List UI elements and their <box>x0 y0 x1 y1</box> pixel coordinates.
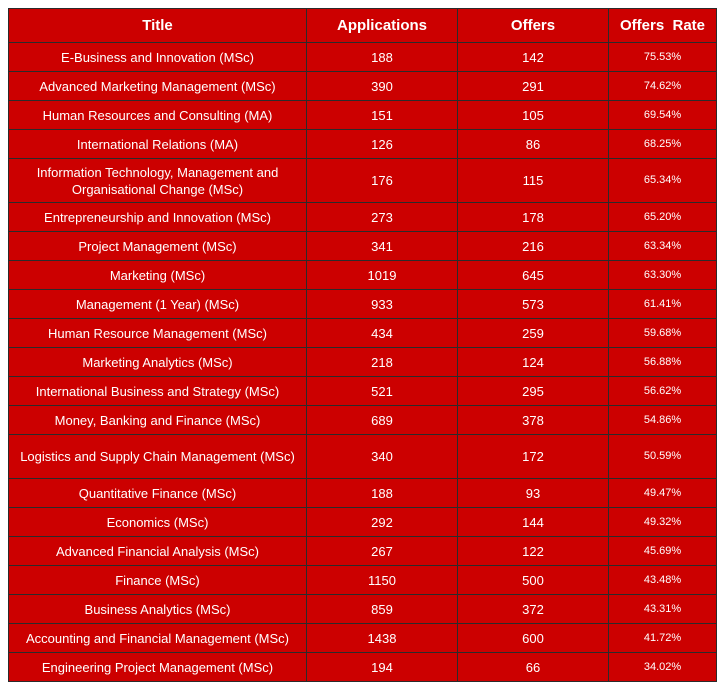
programme-title-cell: Quantitative Finance (MSc) <box>9 479 307 508</box>
applications-cell: 1150 <box>307 566 458 595</box>
applications-cell: 176 <box>307 159 458 203</box>
programme-title-cell: Accounting and Financial Management (MSc) <box>9 624 307 653</box>
programme-title-cell: Marketing Analytics (MSc) <box>9 348 307 377</box>
offers-rate-cell: 74.62% <box>609 72 717 101</box>
applications-cell: 126 <box>307 130 458 159</box>
applications-cell: 390 <box>307 72 458 101</box>
offers-rate-cell: 54.86% <box>609 406 717 435</box>
offers-rate-cell: 69.54% <box>609 101 717 130</box>
offers-cell: 573 <box>458 290 609 319</box>
offers-rate-cell: 49.32% <box>609 508 717 537</box>
applications-cell: 267 <box>307 537 458 566</box>
offers-rate-cell: 56.88% <box>609 348 717 377</box>
programme-title-cell: International Business and Strategy (MSc) <box>9 377 307 406</box>
offers-cell: 86 <box>458 130 609 159</box>
applications-cell: 218 <box>307 348 458 377</box>
offers-rate-cell: 43.48% <box>609 566 717 595</box>
programme-title-cell: Finance (MSc) <box>9 566 307 595</box>
offers-rate-cell: 43.31% <box>609 595 717 624</box>
programme-title-cell: Advanced Financial Analysis (MSc) <box>9 537 307 566</box>
table-row <box>9 159 717 203</box>
applications-cell: 188 <box>307 43 458 72</box>
offers-rate-cell: 50.59% <box>609 435 717 479</box>
applications-cell: 1438 <box>307 624 458 653</box>
column-header-offers: Offers <box>458 9 609 43</box>
table-row <box>9 377 717 406</box>
table-row <box>9 319 717 348</box>
programme-title-cell: Entrepreneurship and Innovation (MSc) <box>9 203 307 232</box>
applications-cell: 933 <box>307 290 458 319</box>
offers-cell: 600 <box>458 624 609 653</box>
programme-offers-table <box>8 8 717 682</box>
offers-cell: 178 <box>458 203 609 232</box>
table-row <box>9 290 717 319</box>
table-row <box>9 72 717 101</box>
offers-rate-cell: 59.68% <box>609 319 717 348</box>
offers-cell: 124 <box>458 348 609 377</box>
table-row <box>9 130 717 159</box>
offers-rate-cell: 65.34% <box>609 159 717 203</box>
offers-cell: 142 <box>458 43 609 72</box>
column-header-offers-rate: Offers Rate <box>609 9 717 43</box>
offers-cell: 291 <box>458 72 609 101</box>
programme-title-cell: Human Resource Management (MSc) <box>9 319 307 348</box>
column-header-applications: Applications <box>307 9 458 43</box>
table-row <box>9 261 717 290</box>
programme-title-cell: Advanced Marketing Management (MSc) <box>9 72 307 101</box>
programme-title-cell: Engineering Project Management (MSc) <box>9 653 307 682</box>
offers-cell: 259 <box>458 319 609 348</box>
table-row <box>9 232 717 261</box>
table-row <box>9 435 717 479</box>
offers-rate-cell: 65.20% <box>609 203 717 232</box>
table-row <box>9 43 717 72</box>
applications-cell: 292 <box>307 508 458 537</box>
table-row <box>9 508 717 537</box>
offers-cell: 122 <box>458 537 609 566</box>
table-row <box>9 595 717 624</box>
programme-title-cell: Information Technology, Management and Organisational Change (MSc) <box>9 159 307 203</box>
programme-title-cell: Human Resources and Consulting (MA) <box>9 101 307 130</box>
offers-rate-cell: 63.30% <box>609 261 717 290</box>
applications-cell: 434 <box>307 319 458 348</box>
offers-cell: 372 <box>458 595 609 624</box>
offers-rate-cell: 34.02% <box>609 653 717 682</box>
offers-cell: 105 <box>458 101 609 130</box>
offers-rate-cell: 68.25% <box>609 130 717 159</box>
applications-cell: 521 <box>307 377 458 406</box>
programme-title-cell: Project Management (MSc) <box>9 232 307 261</box>
applications-cell: 689 <box>307 406 458 435</box>
programme-title-cell: Economics (MSc) <box>9 508 307 537</box>
applications-cell: 859 <box>307 595 458 624</box>
header-row <box>9 9 717 43</box>
offers-rate-cell: 63.34% <box>609 232 717 261</box>
offers-cell: 144 <box>458 508 609 537</box>
offers-cell: 93 <box>458 479 609 508</box>
programme-title-cell: Logistics and Supply Chain Management (MSc) <box>9 435 307 479</box>
offers-cell: 645 <box>458 261 609 290</box>
offers-rate-cell: 75.53% <box>609 43 717 72</box>
offers-cell: 500 <box>458 566 609 595</box>
offers-cell: 378 <box>458 406 609 435</box>
programme-title-cell: International Relations (MA) <box>9 130 307 159</box>
table-row <box>9 537 717 566</box>
offers-rate-cell: 49.47% <box>609 479 717 508</box>
programme-title-cell: Business Analytics (MSc) <box>9 595 307 624</box>
applications-cell: 273 <box>307 203 458 232</box>
programme-title-cell: Marketing (MSc) <box>9 261 307 290</box>
offers-cell: 295 <box>458 377 609 406</box>
applications-cell: 188 <box>307 479 458 508</box>
table-row <box>9 624 717 653</box>
table-header <box>9 9 717 43</box>
table-row <box>9 479 717 508</box>
table-row <box>9 566 717 595</box>
programme-title-cell: Money, Banking and Finance (MSc) <box>9 406 307 435</box>
offers-cell: 66 <box>458 653 609 682</box>
applications-cell: 1019 <box>307 261 458 290</box>
programme-title-cell: Management (1 Year) (MSc) <box>9 290 307 319</box>
column-header-title: Title <box>9 9 307 43</box>
offers-cell: 172 <box>458 435 609 479</box>
table-row <box>9 101 717 130</box>
table-row <box>9 406 717 435</box>
table-row <box>9 653 717 682</box>
programme-title-cell: E-Business and Innovation (MSc) <box>9 43 307 72</box>
table-row <box>9 348 717 377</box>
table-row <box>9 203 717 232</box>
offers-rate-cell: 61.41% <box>609 290 717 319</box>
applications-cell: 340 <box>307 435 458 479</box>
offers-rate-cell: 56.62% <box>609 377 717 406</box>
offers-rate-cell: 41.72% <box>609 624 717 653</box>
offers-rate-cell: 45.69% <box>609 537 717 566</box>
offers-cell: 216 <box>458 232 609 261</box>
offers-cell: 115 <box>458 159 609 203</box>
applications-cell: 194 <box>307 653 458 682</box>
table-body <box>9 43 717 682</box>
applications-cell: 151 <box>307 101 458 130</box>
applications-cell: 341 <box>307 232 458 261</box>
